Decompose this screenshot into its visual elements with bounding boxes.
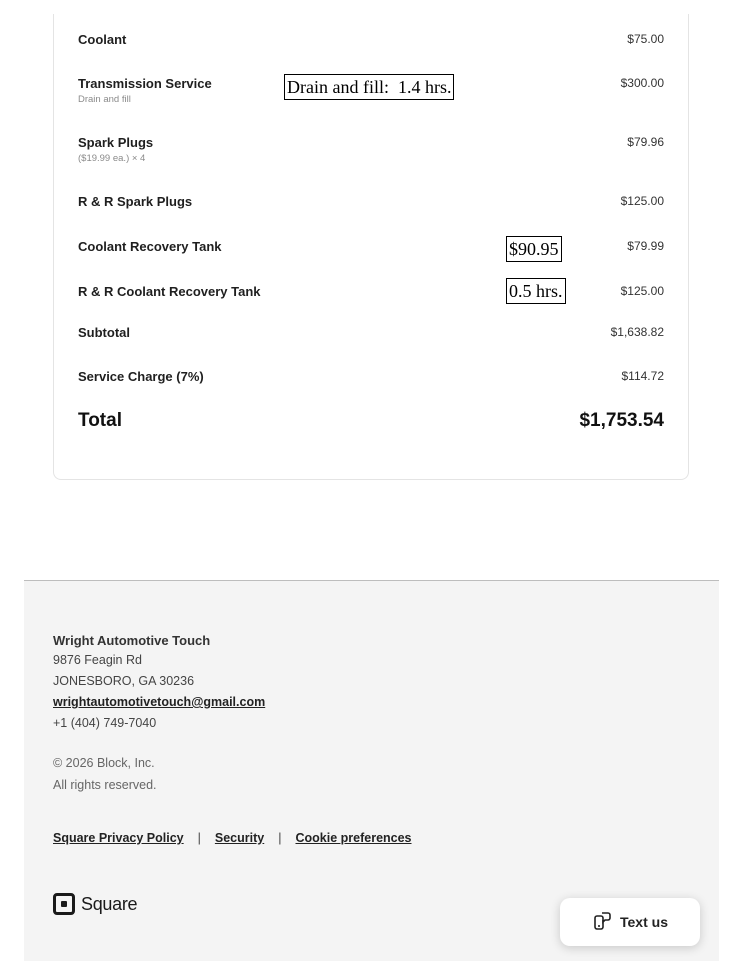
subtotal-amount: $1,638.82 [610,325,664,339]
total-amount: $1,753.54 [579,410,664,431]
privacy-policy-link[interactable]: Square Privacy Policy [53,831,184,845]
line-item-coolant-recovery-tank [78,239,664,254]
phone-number: +1 (404) 749-7040 [53,716,157,730]
copyright: © 2026 Block, Inc. [53,756,155,770]
item-price: $125.00 [620,284,664,298]
square-logo-icon [53,893,75,915]
total-row [78,410,664,432]
item-price: $300.00 [620,76,664,90]
footer-links [53,831,412,845]
line-item-spark-plugs [78,135,664,164]
item-name: Coolant [78,32,127,47]
chat-phone-icon [592,911,612,934]
item-price: $75.00 [627,32,664,46]
business-info [53,633,265,734]
text-us-label: Text us [620,914,668,930]
item-name: R & R Coolant Recovery Tank [78,284,261,299]
item-name: Coolant Recovery Tank [78,239,222,254]
square-logo-text: Square [81,893,138,914]
line-item-rr-coolant-recovery-tank [78,284,664,299]
item-name: Spark Plugs [78,135,154,150]
email-link[interactable]: wrightautomotivetouch@gmail.com [53,695,266,709]
copyright-block [53,752,157,796]
address-line-2: JONESBORO, GA 30236 [53,674,195,688]
business-name: Wright Automotive Touch [53,633,211,648]
item-price: $79.99 [627,239,664,253]
subtotal-label: Subtotal [78,325,130,340]
item-subtext: ($19.99 ea.) × 4 [78,153,146,164]
cookie-preferences-link[interactable]: Cookie preferences [295,831,412,845]
link-separator: | [197,831,201,845]
security-link[interactable]: Security [214,831,265,845]
item-name: Transmission Service [78,76,212,91]
square-logo [53,893,137,915]
item-name: R & R Spark Plugs [78,194,193,209]
service-charge-row [78,369,664,384]
item-price: $79.96 [627,135,664,149]
item-subtext: Drain and fill [78,94,131,105]
annotation-tank-price: $90.95 [506,236,562,262]
address-line-1: 9876 Feagin Rd [53,653,142,667]
link-separator: | [278,831,282,845]
service-charge-label: Service Charge (7%) [78,369,204,384]
text-us-button[interactable] [560,898,700,946]
subtotal-row [78,325,664,340]
rights-reserved: All rights reserved. [53,778,157,792]
line-item-coolant [78,32,664,47]
total-label: Total [78,410,122,431]
line-item-rr-spark-plugs [78,194,664,209]
annotation-tank-hours: 0.5 hrs. [506,278,566,304]
service-charge-amount: $114.72 [621,369,664,383]
annotation-transmission-hours: Drain and fill: 1.4 hrs. [284,74,454,100]
item-price: $125.00 [620,194,664,208]
